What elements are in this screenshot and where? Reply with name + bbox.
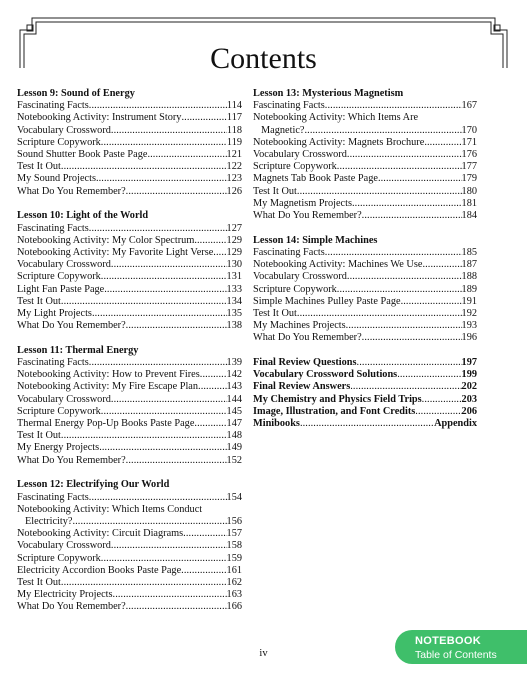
entry-label: My Energy Projects (17, 442, 100, 454)
entry-page: 135 (226, 307, 242, 319)
entry-label: Image, Illustration, and Font Credits (253, 405, 416, 417)
toc-entry (17, 271, 242, 283)
entry-label: Vocabulary Crossword Solutions (253, 369, 398, 381)
toc-entry (253, 381, 477, 393)
entry-page: 206 (461, 405, 477, 417)
entry-page: 145 (226, 405, 242, 417)
toc-entry (253, 186, 477, 198)
dot-leader (101, 137, 227, 149)
title-frame (18, 16, 509, 75)
toc-entry (17, 149, 242, 161)
entry-page: 171 (461, 136, 477, 148)
entry-page: 159 (226, 552, 242, 564)
toc-entry (17, 186, 242, 198)
dot-leader (113, 589, 227, 601)
toc-entry (253, 308, 477, 320)
entry-label: Magnets Tab Book Paste Page (253, 173, 378, 185)
entry-label: Electricity Accordion Books Paste Page (17, 564, 182, 576)
entry-page: 149 (226, 442, 242, 454)
entry-label: Final Review Answers (253, 381, 351, 393)
toc-section (17, 345, 242, 467)
entry-page: 185 (461, 246, 477, 258)
entry-label: What Do You Remember? (17, 601, 126, 613)
toc-entry (253, 406, 477, 418)
entry-page: 196 (461, 332, 477, 344)
entry-page: 130 (226, 259, 242, 271)
entry-page: 177 (461, 161, 477, 173)
entry-label: Notebooking Activity: Which Items Are (253, 112, 419, 124)
dot-leader (194, 418, 226, 430)
entry-label: Test It Out (17, 430, 61, 442)
entry-label: Vocabulary Crossword (17, 540, 111, 552)
entry-page: 131 (226, 271, 242, 283)
toc-entry (253, 173, 477, 185)
entry-page: 193 (461, 320, 477, 332)
entry-label: Fascinating Facts (17, 100, 89, 112)
entry-label: Scripture Copywork (253, 161, 337, 173)
dot-leader (325, 247, 462, 259)
toc-entry (17, 369, 242, 381)
dot-leader (346, 320, 462, 332)
entry-label: Sound Shutter Book Paste Page (17, 149, 148, 161)
entry-label: What Do You Remember? (253, 210, 362, 222)
notebook-tab (395, 630, 527, 664)
entry-label: Vocabulary Crossword (17, 259, 111, 271)
dot-leader (198, 381, 227, 393)
entry-page: 188 (461, 271, 477, 283)
dot-leader (347, 149, 462, 161)
dot-leader (89, 223, 227, 235)
entry-page: 192 (461, 307, 477, 319)
toc-entry (17, 381, 242, 393)
dot-leader (61, 296, 227, 308)
entry-page: 114 (226, 100, 242, 112)
dot-leader (104, 284, 226, 296)
entry-page: 181 (461, 197, 477, 209)
toc-entry (17, 504, 242, 528)
dot-leader (92, 308, 227, 320)
entry-label: Light Fan Paste Page (17, 283, 105, 295)
entry-label: What Do You Remember? (17, 185, 126, 197)
entry-label: Vocabulary Crossword (253, 149, 347, 161)
toc-entry (17, 137, 242, 149)
toc-entry (17, 394, 242, 406)
dot-leader (422, 259, 461, 271)
dot-leader (126, 455, 227, 467)
entry-page: 158 (226, 540, 242, 552)
entry-page: 156 (226, 516, 242, 527)
entry-page: 152 (226, 454, 242, 466)
dot-leader (61, 161, 227, 173)
dot-leader (362, 332, 462, 344)
entry-label: Notebooking Activity: How to Prevent Fires (17, 369, 200, 381)
entry-label: My Light Projects (17, 307, 92, 319)
toc-entry (17, 540, 242, 552)
toc-entry (253, 271, 477, 283)
dot-leader (304, 125, 461, 137)
entry-label: Scripture Copywork (17, 552, 101, 564)
entry-label: Minibooks (253, 418, 300, 430)
entry-page: 184 (461, 210, 477, 222)
entry-label: Notebooking Activity: Instrument Story (17, 112, 182, 124)
toc-entry (17, 259, 242, 271)
entry-label: Scripture Copywork (17, 271, 101, 283)
entry-label: Fascinating Facts (17, 222, 89, 234)
entry-page: 148 (226, 430, 242, 442)
dot-leader (111, 394, 227, 406)
entry-page: 180 (461, 185, 477, 197)
tab-line-1: NOTEBOOK (415, 635, 481, 647)
toc-entry (17, 406, 242, 418)
entry-label: Fascinating Facts (253, 246, 325, 258)
entry-label: Vocabulary Crossword (17, 393, 111, 405)
toc-entry (17, 442, 242, 454)
entry-label: Vocabulary Crossword (253, 271, 347, 283)
entry-page: 134 (226, 295, 242, 307)
dot-leader (424, 137, 461, 149)
section-heading: Lesson 13: Mysterious Magnetism (253, 88, 404, 99)
toc-entry (253, 259, 477, 271)
entry-label: Test It Out (17, 295, 61, 307)
toc-entry (253, 394, 477, 406)
toc-entry (17, 125, 242, 137)
entry-label: What Do You Remember? (253, 332, 362, 344)
dot-leader (300, 418, 434, 430)
dot-leader (61, 430, 227, 442)
entry-page: 118 (226, 124, 242, 136)
toc-entry (17, 492, 242, 504)
entry-label: Notebooking Activity: My Fire Escape Plan (17, 381, 199, 393)
toc-entry (253, 112, 477, 136)
entry-label: What Do You Remember? (17, 454, 126, 466)
entry-page: 179 (461, 173, 477, 185)
toc-entry (253, 369, 477, 381)
toc-entry (253, 247, 477, 259)
dot-leader (397, 369, 461, 381)
toc-entry (253, 100, 477, 112)
toc-entry (17, 235, 242, 247)
toc-section (253, 88, 477, 222)
dot-leader (111, 259, 227, 271)
dot-leader (111, 125, 227, 137)
dot-leader (101, 553, 227, 565)
entry-page: 197 (461, 357, 477, 369)
entry-page: 189 (461, 283, 477, 295)
toc-entry (17, 320, 242, 332)
toc-entry (253, 284, 477, 296)
dot-leader (181, 112, 226, 124)
dot-leader (101, 271, 227, 283)
toc-section (253, 357, 477, 430)
toc-entry (253, 210, 477, 222)
dot-leader (297, 308, 462, 320)
entry-continuation (253, 125, 477, 137)
entry-label: My Machines Projects (253, 320, 346, 332)
dot-leader (350, 381, 461, 393)
entry-label: My Sound Projects (17, 173, 96, 185)
entry-label: Scripture Copywork (17, 405, 101, 417)
entry-page: 143 (226, 381, 242, 393)
entry-label: My Magnetism Projects (253, 197, 352, 209)
dot-leader (89, 357, 227, 369)
entry-page: 199 (461, 369, 477, 381)
entry-page: 203 (461, 393, 477, 405)
toc-section (17, 210, 242, 332)
entry-label: Scripture Copywork (17, 136, 101, 148)
dot-leader (61, 577, 227, 589)
entry-label: Notebooking Activity: Which Items Conduct (17, 503, 203, 515)
entry-label: Thermal Energy Pop-Up Books Paste Page (17, 418, 195, 430)
dot-leader (72, 516, 226, 528)
toc-entry (17, 601, 242, 613)
entry-label: Notebooking Activity: Circuit Diagrams (17, 528, 184, 540)
toc-section (253, 235, 477, 345)
entry-page: 176 (461, 149, 477, 161)
entry-page: 187 (461, 259, 477, 271)
entry-page: 127 (226, 222, 242, 234)
entry-page: 126 (226, 185, 242, 197)
section-heading: Lesson 10: Light of the World (17, 210, 149, 222)
toc-entry (17, 577, 242, 589)
entry-label: My Electricity Projects (17, 589, 113, 601)
entry-label: Notebooking Activity: My Favorite Light Verse (17, 246, 214, 258)
entry-label: Test It Out (253, 185, 297, 197)
toc-entry (17, 418, 242, 430)
dot-leader (89, 492, 227, 504)
toc-entry (17, 284, 242, 296)
entry-page: 154 (226, 491, 242, 503)
dot-leader (347, 271, 462, 283)
entry-label: What Do You Remember? (17, 320, 126, 332)
entry-page: 191 (461, 295, 477, 307)
entry-page: Appendix (434, 418, 477, 430)
dot-leader (111, 540, 227, 552)
entry-page: 147 (226, 418, 242, 430)
entry-label: Fascinating Facts (253, 100, 325, 112)
section-heading: Lesson 12: Electrifying Our World (17, 479, 170, 491)
toc-entry (253, 418, 477, 430)
entry-page: 166 (226, 601, 242, 613)
entry-label: Test It Out (253, 307, 297, 319)
dot-leader (99, 442, 226, 454)
toc-entry (17, 565, 242, 577)
dot-leader (126, 320, 227, 332)
dot-leader (337, 161, 462, 173)
toc-section (17, 479, 242, 613)
dot-leader (126, 601, 227, 613)
entry-page: 157 (226, 528, 242, 540)
dot-leader (200, 369, 227, 381)
toc-entry (17, 100, 242, 112)
dot-leader (325, 100, 462, 112)
entry-page: 162 (226, 577, 242, 589)
dot-leader (194, 235, 226, 247)
toc-entry (253, 161, 477, 173)
entry-label: Final Review Questions (253, 357, 357, 369)
toc-entry (17, 112, 242, 124)
dot-leader (401, 296, 462, 308)
dot-leader (415, 406, 461, 418)
left-column (17, 88, 242, 626)
entry-page: 144 (226, 393, 242, 405)
entry-page: 119 (226, 136, 242, 148)
entry-page: 202 (461, 381, 477, 393)
entry-page: 142 (226, 369, 242, 381)
entry-continuation (17, 516, 242, 528)
entry-page: 161 (226, 564, 242, 576)
toc-entry (17, 247, 242, 259)
dot-leader (378, 173, 462, 185)
page-title: Contents (210, 42, 317, 75)
dot-leader (89, 100, 227, 112)
entry-page: 122 (226, 161, 242, 173)
toc-entry (253, 320, 477, 332)
tab-line-2: Table of Contents (415, 649, 497, 661)
dot-leader (357, 357, 462, 369)
dot-leader (352, 198, 462, 210)
toc-entry (17, 308, 242, 320)
entry-page: 170 (461, 124, 477, 136)
entry-page: 129 (226, 246, 242, 258)
entry-label: Fascinating Facts (17, 491, 89, 503)
entry-page: 121 (226, 149, 242, 161)
entry-page: 167 (461, 100, 477, 112)
entry-label: Test It Out (17, 161, 61, 173)
entry-page: 123 (226, 173, 242, 185)
dot-leader (96, 173, 227, 185)
section-heading: Lesson 9: Sound of Energy (17, 88, 135, 99)
toc-section (17, 88, 242, 198)
right-column (253, 88, 477, 443)
toc-entry (17, 161, 242, 173)
dot-leader (213, 247, 226, 259)
toc-entry (253, 357, 477, 369)
toc-entry (17, 455, 242, 467)
entry-label: Notebooking Activity: My Color Spectrum (17, 234, 195, 246)
toc-entry (253, 332, 477, 344)
toc-entry (17, 296, 242, 308)
toc-entry (253, 198, 477, 210)
toc-entry (17, 589, 242, 601)
toc-entry (17, 173, 242, 185)
dot-leader (126, 186, 227, 198)
toc-entry (17, 430, 242, 442)
dot-leader (337, 284, 462, 296)
section-heading: Lesson 11: Thermal Energy (17, 344, 139, 356)
toc-entry (17, 223, 242, 235)
dot-leader (147, 149, 226, 161)
entry-label: Vocabulary Crossword (17, 124, 111, 136)
entry-label: Fascinating Facts (17, 357, 89, 369)
entry-label: Simple Machines Pulley Paste Page (253, 295, 401, 307)
dot-leader (362, 210, 462, 222)
entry-label: Notebooking Activity: Magnets Brochure (253, 136, 425, 148)
section-heading: Lesson 14: Simple Machines (253, 234, 378, 246)
entry-page: 138 (226, 320, 242, 332)
toc-entry (17, 357, 242, 369)
entry-label: My Chemistry and Physics Field Trips (253, 393, 422, 405)
toc-entry (253, 149, 477, 161)
dot-leader (181, 565, 226, 577)
page-number: iv (259, 648, 268, 659)
entry-page: 139 (226, 357, 242, 369)
entry-label-cont: Electricity? (25, 516, 73, 527)
toc-entry (253, 296, 477, 308)
entry-page: 129 (226, 234, 242, 246)
toc-entry (253, 137, 477, 149)
entry-page: 163 (226, 589, 242, 601)
toc-entry (17, 553, 242, 565)
entry-label: Scripture Copywork (253, 283, 337, 295)
entry-label: Test It Out (17, 577, 61, 589)
entry-label-cont: Magnetic? (261, 124, 305, 136)
entry-page: 117 (226, 112, 242, 124)
dot-leader (422, 394, 462, 406)
toc-entry (17, 528, 242, 540)
dot-leader (297, 186, 462, 198)
dot-leader (183, 528, 226, 540)
dot-leader (101, 406, 227, 418)
entry-page: 133 (226, 283, 242, 295)
entry-label: Notebooking Activity: Machines We Use (253, 259, 423, 271)
